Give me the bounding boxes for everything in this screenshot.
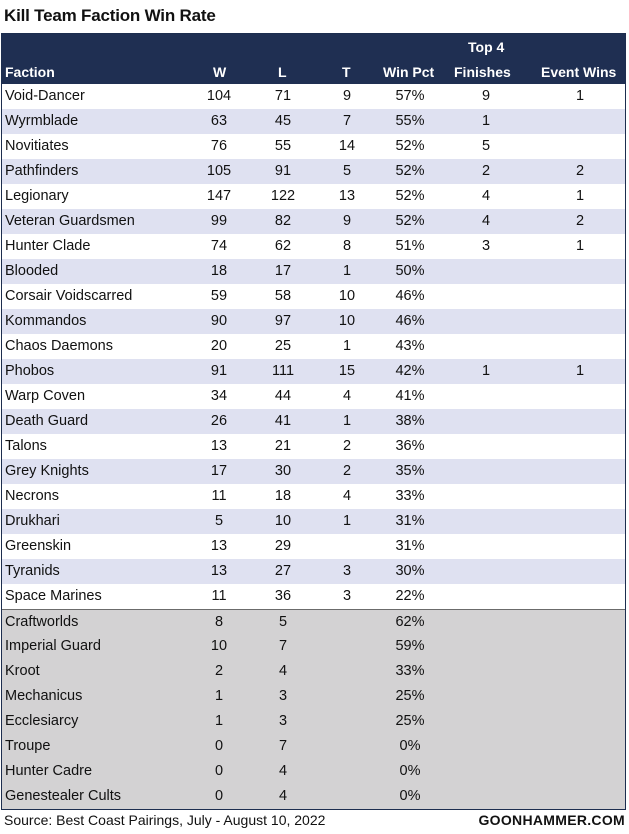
cell-losses: 3: [278, 688, 288, 704]
cell-losses: 27: [274, 563, 292, 579]
table-row: [2, 359, 625, 384]
header-event-wins: Event Wins: [541, 64, 617, 80]
cell-losses: 41: [274, 413, 292, 429]
table-row: [2, 384, 625, 409]
cell-losses: 111: [271, 363, 295, 379]
table-row: [2, 134, 625, 159]
cell-faction: Space Marines: [5, 588, 102, 604]
cell-win-pct: 25%: [395, 713, 425, 729]
cell-wins: 0: [214, 788, 224, 804]
cell-faction: Death Guard: [5, 413, 89, 429]
cell-losses: 71: [274, 88, 292, 104]
table-row: [2, 709, 625, 734]
cell-ties: 9: [342, 88, 352, 104]
cell-faction: Ecclesiarcy: [5, 713, 79, 729]
cell-wins: 99: [210, 213, 228, 229]
cell-ties: 9: [342, 213, 352, 229]
cell-faction: Mechanicus: [5, 688, 83, 704]
cell-wins: 90: [210, 313, 228, 329]
cell-wins: 13: [210, 563, 228, 579]
table-row: [2, 609, 625, 634]
cell-losses: 36: [274, 588, 292, 604]
cell-win-pct: 42%: [395, 363, 425, 379]
cell-faction: Hunter Cadre: [5, 763, 93, 779]
cell-ties: 1: [342, 513, 352, 529]
cell-wins: 17: [210, 463, 228, 479]
table-row: [2, 684, 625, 709]
cell-wins: 0: [214, 738, 224, 754]
cell-win-pct: 25%: [395, 688, 425, 704]
cell-win-pct: 0%: [399, 763, 421, 779]
cell-wins: 11: [211, 488, 227, 504]
brand-label: GOONHAMMER.COM: [478, 812, 625, 828]
cell-wins: 18: [210, 263, 228, 279]
cell-losses: 45: [274, 113, 292, 129]
cell-faction: Greenskin: [5, 538, 72, 554]
cell-faction: Kroot: [5, 663, 40, 679]
cell-losses: 97: [274, 313, 292, 329]
cell-ties: 13: [338, 188, 356, 204]
cell-losses: 44: [274, 388, 292, 404]
cell-top4: 1: [481, 113, 491, 129]
header-ties: T: [342, 64, 351, 80]
cell-faction: Kommandos: [5, 313, 87, 329]
cell-top4: 1: [481, 363, 491, 379]
cell-win-pct: 0%: [399, 738, 421, 754]
cell-top4: 4: [481, 213, 491, 229]
cell-wins: 1: [214, 713, 224, 729]
cell-ties: 15: [338, 363, 356, 379]
cell-faction: Legionary: [5, 188, 69, 204]
table-row: [2, 284, 625, 309]
cell-ties: 1: [342, 338, 352, 354]
cell-ties: 10: [338, 313, 356, 329]
cell-ties: 3: [342, 588, 352, 604]
cell-faction: Veteran Guardsmen: [5, 213, 135, 229]
header-top4-line1: Top 4: [468, 39, 505, 55]
header-win-pct: Win Pct: [383, 64, 435, 80]
cell-faction: Grey Knights: [5, 463, 89, 479]
cell-top4: 4: [481, 188, 491, 204]
cell-ties: 8: [342, 238, 352, 254]
cell-faction: Blooded: [5, 263, 59, 279]
cell-wins: 13: [210, 538, 228, 554]
cell-win-pct: 52%: [395, 163, 425, 179]
cell-win-pct: 62%: [395, 614, 425, 630]
cell-win-pct: 30%: [395, 563, 425, 579]
cell-event-wins: 2: [575, 163, 585, 179]
cell-ties: 2: [342, 463, 352, 479]
cell-wins: 11: [211, 588, 227, 604]
cell-losses: 5: [278, 614, 288, 630]
cell-win-pct: 0%: [399, 788, 421, 804]
table-row: [2, 259, 625, 284]
header-losses: L: [278, 64, 287, 80]
cell-losses: 4: [278, 763, 288, 779]
cell-losses: 10: [274, 513, 292, 529]
cell-event-wins: 1: [575, 238, 585, 254]
cell-wins: 26: [210, 413, 228, 429]
cell-losses: 25: [274, 338, 292, 354]
cell-ties: 10: [338, 288, 356, 304]
table-row: [2, 109, 625, 134]
cell-faction: Chaos Daemons: [5, 338, 113, 354]
table-row: [2, 84, 625, 109]
cell-win-pct: 46%: [395, 288, 425, 304]
cell-win-pct: 52%: [395, 213, 425, 229]
table-row: [2, 159, 625, 184]
cell-top4: 3: [481, 238, 491, 254]
cell-win-pct: 51%: [395, 238, 425, 254]
cell-wins: 20: [210, 338, 228, 354]
cell-faction: Craftworlds: [5, 614, 79, 630]
cell-win-pct: 33%: [395, 488, 425, 504]
cell-faction: Phobos: [5, 363, 55, 379]
win-rate-table: [1, 33, 626, 810]
cell-wins: 5: [214, 513, 224, 529]
cell-wins: 74: [210, 238, 228, 254]
header-wins: W: [213, 64, 227, 80]
cell-faction: Talons: [5, 438, 47, 454]
cell-losses: 91: [274, 163, 292, 179]
table-body: [2, 84, 625, 809]
cell-event-wins: 1: [575, 88, 585, 104]
cell-losses: 58: [274, 288, 292, 304]
cell-faction: Genestealer Cults: [5, 788, 122, 804]
cell-ties: 14: [338, 138, 356, 154]
cell-win-pct: 59%: [395, 638, 425, 654]
cell-losses: 122: [270, 188, 296, 204]
table-row: [2, 459, 625, 484]
table-row: [2, 584, 625, 609]
cell-event-wins: 1: [575, 188, 585, 204]
table-row: [2, 634, 625, 659]
table-row: [2, 184, 625, 209]
cell-ties: 1: [342, 413, 352, 429]
cell-losses: 4: [278, 788, 288, 804]
cell-win-pct: 50%: [395, 263, 425, 279]
cell-event-wins: 1: [575, 363, 585, 379]
cell-faction: Void-Dancer: [5, 88, 85, 104]
cell-win-pct: 31%: [395, 538, 425, 554]
cell-losses: 30: [274, 463, 292, 479]
cell-ties: 4: [342, 388, 352, 404]
cell-wins: 59: [210, 288, 228, 304]
cell-ties: 7: [342, 113, 352, 129]
cell-faction: Warp Coven: [5, 388, 86, 404]
cell-win-pct: 57%: [395, 88, 425, 104]
cell-win-pct: 55%: [395, 113, 425, 129]
cell-losses: 21: [274, 438, 292, 454]
cell-win-pct: 52%: [395, 188, 425, 204]
cell-top4: 2: [481, 163, 491, 179]
cell-wins: 0: [214, 763, 224, 779]
source-note: Source: Best Coast Pairings, July - August 10, 2022: [4, 812, 326, 828]
cell-top4: 5: [481, 138, 491, 154]
cell-wins: 8: [214, 614, 224, 630]
cell-win-pct: 22%: [395, 588, 425, 604]
table-row: [2, 309, 625, 334]
cell-faction: Troupe: [5, 738, 51, 754]
chart-title: Kill Team Faction Win Rate: [4, 6, 216, 25]
cell-ties: 2: [342, 438, 352, 454]
cell-losses: 17: [274, 263, 292, 279]
cell-win-pct: 43%: [395, 338, 425, 354]
header-top4-line2: Finishes: [454, 64, 511, 80]
cell-losses: 3: [278, 713, 288, 729]
table-row: [2, 409, 625, 434]
table-row: [2, 759, 625, 784]
cell-win-pct: 41%: [395, 388, 425, 404]
cell-wins: 34: [210, 388, 228, 404]
cell-losses: 7: [278, 638, 288, 654]
cell-faction: Necrons: [5, 488, 59, 504]
cell-faction: Pathfinders: [5, 163, 79, 179]
cell-ties: 5: [342, 163, 352, 179]
table-header: [2, 34, 625, 84]
cell-losses: 82: [274, 213, 292, 229]
cell-wins: 63: [210, 113, 228, 129]
cell-losses: 62: [274, 238, 292, 254]
cell-losses: 29: [274, 538, 292, 554]
table-row: [2, 534, 625, 559]
cell-wins: 13: [210, 438, 228, 454]
table-row: [2, 784, 625, 809]
table-row: [2, 559, 625, 584]
cell-faction: Novitiates: [5, 138, 69, 154]
table-row: [2, 234, 625, 259]
cell-win-pct: 35%: [395, 463, 425, 479]
table-row: [2, 734, 625, 759]
cell-wins: 105: [206, 163, 232, 179]
cell-win-pct: 46%: [395, 313, 425, 329]
cell-losses: 7: [278, 738, 288, 754]
cell-win-pct: 33%: [395, 663, 425, 679]
cell-faction: Drukhari: [5, 513, 60, 529]
cell-losses: 55: [274, 138, 292, 154]
cell-faction: Imperial Guard: [5, 638, 101, 654]
cell-wins: 2: [214, 663, 224, 679]
cell-wins: 10: [210, 638, 228, 654]
cell-win-pct: 36%: [395, 438, 425, 454]
cell-wins: 76: [210, 138, 228, 154]
table-row: [2, 434, 625, 459]
cell-losses: 18: [274, 488, 292, 504]
cell-wins: 147: [206, 188, 232, 204]
cell-wins: 104: [206, 88, 232, 104]
table-row: [2, 484, 625, 509]
cell-losses: 4: [278, 663, 288, 679]
cell-win-pct: 52%: [395, 138, 425, 154]
cell-win-pct: 38%: [395, 413, 425, 429]
table-row: [2, 334, 625, 359]
cell-faction: Hunter Clade: [5, 238, 91, 254]
cell-ties: 3: [342, 563, 352, 579]
table-row: [2, 209, 625, 234]
table-row: [2, 659, 625, 684]
cell-ties: 1: [342, 263, 352, 279]
cell-win-pct: 31%: [395, 513, 425, 529]
cell-faction: Corsair Voidscarred: [5, 288, 133, 304]
cell-faction: Tyranids: [5, 563, 60, 579]
header-faction: Faction: [5, 64, 55, 80]
cell-top4: 9: [481, 88, 491, 104]
cell-wins: 1: [214, 688, 224, 704]
cell-faction: Wyrmblade: [5, 113, 79, 129]
cell-ties: 4: [342, 488, 352, 504]
table-row: [2, 509, 625, 534]
cell-wins: 91: [210, 363, 228, 379]
cell-event-wins: 2: [575, 213, 585, 229]
